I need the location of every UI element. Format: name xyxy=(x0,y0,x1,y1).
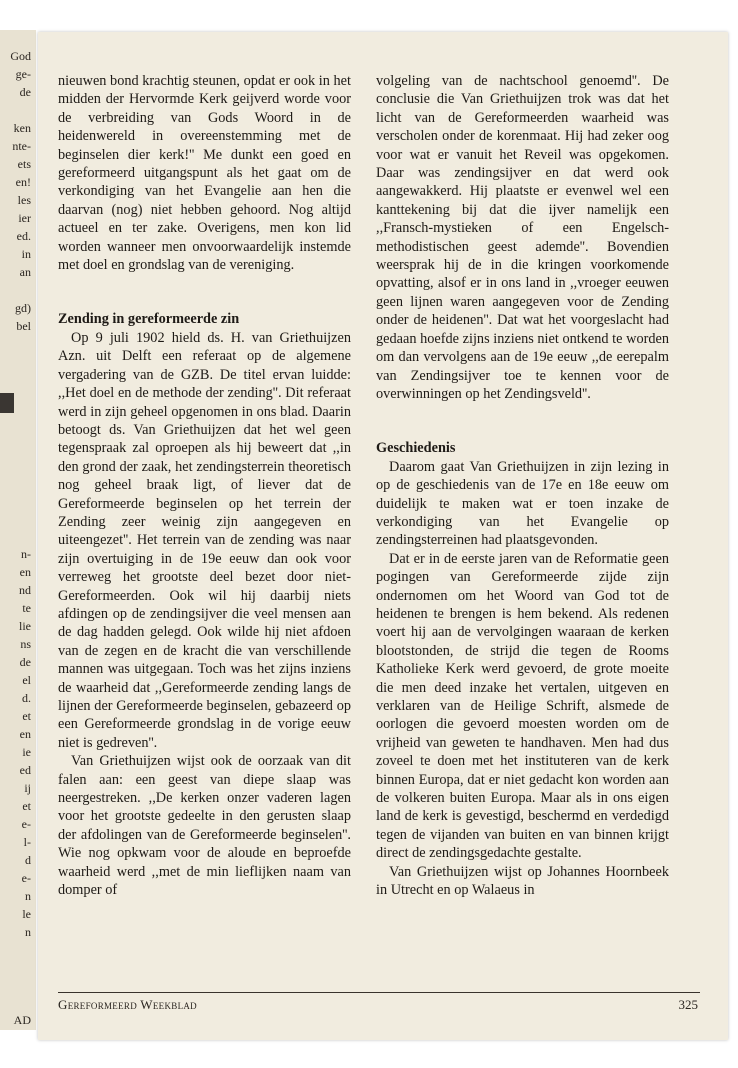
spacer xyxy=(58,274,351,310)
margin-fragment: nd xyxy=(19,583,31,597)
margin-fragment: n xyxy=(25,925,31,939)
right-paragraph-2: Daarom gaat Van Griethuijzen in zijn lezing in op de geschiedenis van de 17e en 18e eeuw om duidelijk te maken wat er toen inzake de verkondiging van het Evangelie op zendingsterreinen had plaatsgevonden. xyxy=(376,458,669,549)
right-paragraph-1: volgeling van de nachtschool genoemd''. De conclusie die Van Griethuijzen trok was dat het licht van de Gereformeerden waarheid was verscholen onder de korenmaat. Hij had zeker oog voor wat er vanuit het Reveil was opgekomen. Daar was zendingsijver en dat werd ook aangewakkerd. Hij plaatste er evenwel wel een kanttekening bij dat die ijver namelijk een ,,Fransch-mystieken of een Engelsch-methodistischen geest ademde''. Bovendien weersprak hij de in die kringen voorkomende opvatting, alsof er in ons land in ,,vroeger eeuwen geen lijnen waren aangegeven voor de Zending onder de heidenen''. Dat wat het voorgeslacht had gedaan hoefde zijns inziens niet ontkend te worden om dan vervolgens aan de 19e eeuw ,,de eerepalm van Zendingsijver toe te kennen voor de overwinningen op het Zendingsveld''. xyxy=(376,73,669,402)
left-paragraph-3: Van Griethuijzen wijst ook de oorzaak van dit falen aan: een geest van diepe slaap was neergestreken. ,,De kerken onzer vaderen lagen voor het grootste gedeelte in den gerusten slaap der afdolingen van de Gereformeerde beginselen''. Wie nog opkwam voor de aloude en beproefde waarheid werd ,,met de min lieflijken naam van domper of xyxy=(58,753,351,899)
margin-fragment: in xyxy=(21,247,31,261)
magazine-page xyxy=(38,32,728,1040)
margin-fragment: ge- xyxy=(15,67,31,81)
page-number: 325 xyxy=(678,997,698,1012)
margin-fragment: te xyxy=(22,601,31,615)
margin-fragment: d xyxy=(25,853,31,867)
spacer xyxy=(376,403,669,439)
publication-title: Gereformeerd Weekblad xyxy=(58,997,197,1012)
right-paragraph-4: Van Griethuijzen wijst op Johannes Hoornbeek in Utrecht en op Walaeus in xyxy=(376,863,669,899)
margin-fragment: ken xyxy=(13,121,31,135)
margin-fragment: les xyxy=(17,193,31,207)
margin-fragment: nte- xyxy=(12,139,31,153)
margin-fragment: an xyxy=(19,265,31,279)
margin-fragment: n- xyxy=(21,547,31,561)
margin-fragment: God xyxy=(10,49,31,63)
margin-fragment: e- xyxy=(21,817,31,831)
margin-fragment: gd) xyxy=(15,301,31,315)
margin-fragment: l- xyxy=(23,835,31,849)
margin-fragment: n xyxy=(25,889,31,903)
margin-fragment: el xyxy=(22,673,31,687)
margin-fragment: ie xyxy=(22,745,31,759)
adjacent-page-margin xyxy=(0,30,36,1030)
margin-fragment: ed. xyxy=(16,229,31,243)
margin-fragment: et xyxy=(22,799,31,813)
margin-fragment: lie xyxy=(19,619,31,633)
margin-fragment: ed xyxy=(19,763,31,777)
right-column xyxy=(376,72,669,899)
margin-fragment: en! xyxy=(15,175,31,189)
left-paragraph-1: nieuwen bond krachtig steunen, opdat er ook in het midden der Hervormde Kerk geijverd worde voor de verbreiding van Gods Woord in de heidenwereld in overeenstemming met de beginselen dier kerk!'' Me dunkt een goed en gereformeerd uitgangspunt als het gaat om de verkondiging van het Evangelie aan hen die daarvan (nog) niet hebben gehoord. Nog altijd actueel en ter zake. Overigens, men kon lid worden wanneer men onvoorwaardelijk instemde met doel en grondslag van de vereniging. xyxy=(58,73,351,274)
left-paragraph-2: Op 9 juli 1902 hield ds. H. van Griethuijzen Azn. uit Delft een referaat op de algemene vergadering van de GZB. De titel ervan luidde: ,,Het doel en de methode der zending''. Dit referaat werd in zijn geheel opgenomen in ons blad. Daarin betoogt ds. Van Griethuijzen dat het wel geen tegenspraak zal oproepen als hij beweert dat ,,in den grond der zaak, het zendingsterrein theoretisch nog geheel braak ligt, of liever dat de Gereformeerde beginselen op het terrein der Zending zeer weinig zijn aangegeven en uiteengezet''. Het terrein van de zending was naar zijn overtuiging in de 19e eeuw dan ook voor verreweg het grootste deel bezet door niet-Gereformeerden. Ook wil hij daarbij niets afdingen op de zendingsijver die veel mensen aan de dag hadden gelegd. Ook wilde hij niet afdoen van de zegen en de kracht die van verschillende mannen was uitgegaan. Toch was het zijns inziens de waarheid dat ,,Gereformeerde zending langs de lijnen der Gereformeerde beginselen, gebazeerd op een Gereformeerde grondslag in de vorige eeuw niet is gedreven''. xyxy=(58,329,351,751)
margin-fragment: de xyxy=(19,85,31,99)
footer-rule xyxy=(58,992,700,993)
margin-fragment: et xyxy=(22,709,31,723)
right-paragraph-3: Dat er in de eerste jaren van de Reformatie geen pogingen van Gereformeerde zijde zijn ondernomen om het Woord van God tot de heidenen te brengen is hem bekend. Als redenen voert hij aan de vervolgingen waaraan de kerken blootstonden, de strijd die tegen de Rooms Katholieke Kerk werd gevoerd, de grote moeite die men deed inzake het vertalen, uitgeven en verklaren van de Heilige Schrift, alsmede de oorlogen die gevoerd moesten worden om de vrijheid van geweten te handhaven. Men had dus zoveel te doen met het instituteren van de kerk binnen Europa, dat er niet gedacht kon worden aan de volkeren buiten Europa. Maar als in ons eigen land de kerk is gevestigd, beschermd en verdedigd tegen de vijanden van buiten en van binnen krijgt direct de zendingsgedachte gestalte. xyxy=(376,550,669,862)
margin-fragment: ij xyxy=(24,781,31,795)
margin-fragment: ier xyxy=(18,211,31,225)
margin-fragment: de xyxy=(19,655,31,669)
margin-fragment: en xyxy=(19,565,31,579)
margin-fragment: AD xyxy=(13,1013,31,1027)
left-column xyxy=(58,72,351,899)
heading-zending: Zending in gereformeerde zin xyxy=(58,311,240,328)
margin-fragment: ns xyxy=(20,637,31,651)
margin-fragment: en xyxy=(19,727,31,741)
margin-fragment: ets xyxy=(17,157,31,171)
margin-fragment: bel xyxy=(16,319,31,333)
margin-fragment: d. xyxy=(22,691,31,705)
margin-block-mark xyxy=(0,393,14,413)
heading-geschiedenis: Geschiedenis xyxy=(376,440,456,457)
margin-fragment: e- xyxy=(21,871,31,885)
margin-fragment: le xyxy=(22,907,31,921)
